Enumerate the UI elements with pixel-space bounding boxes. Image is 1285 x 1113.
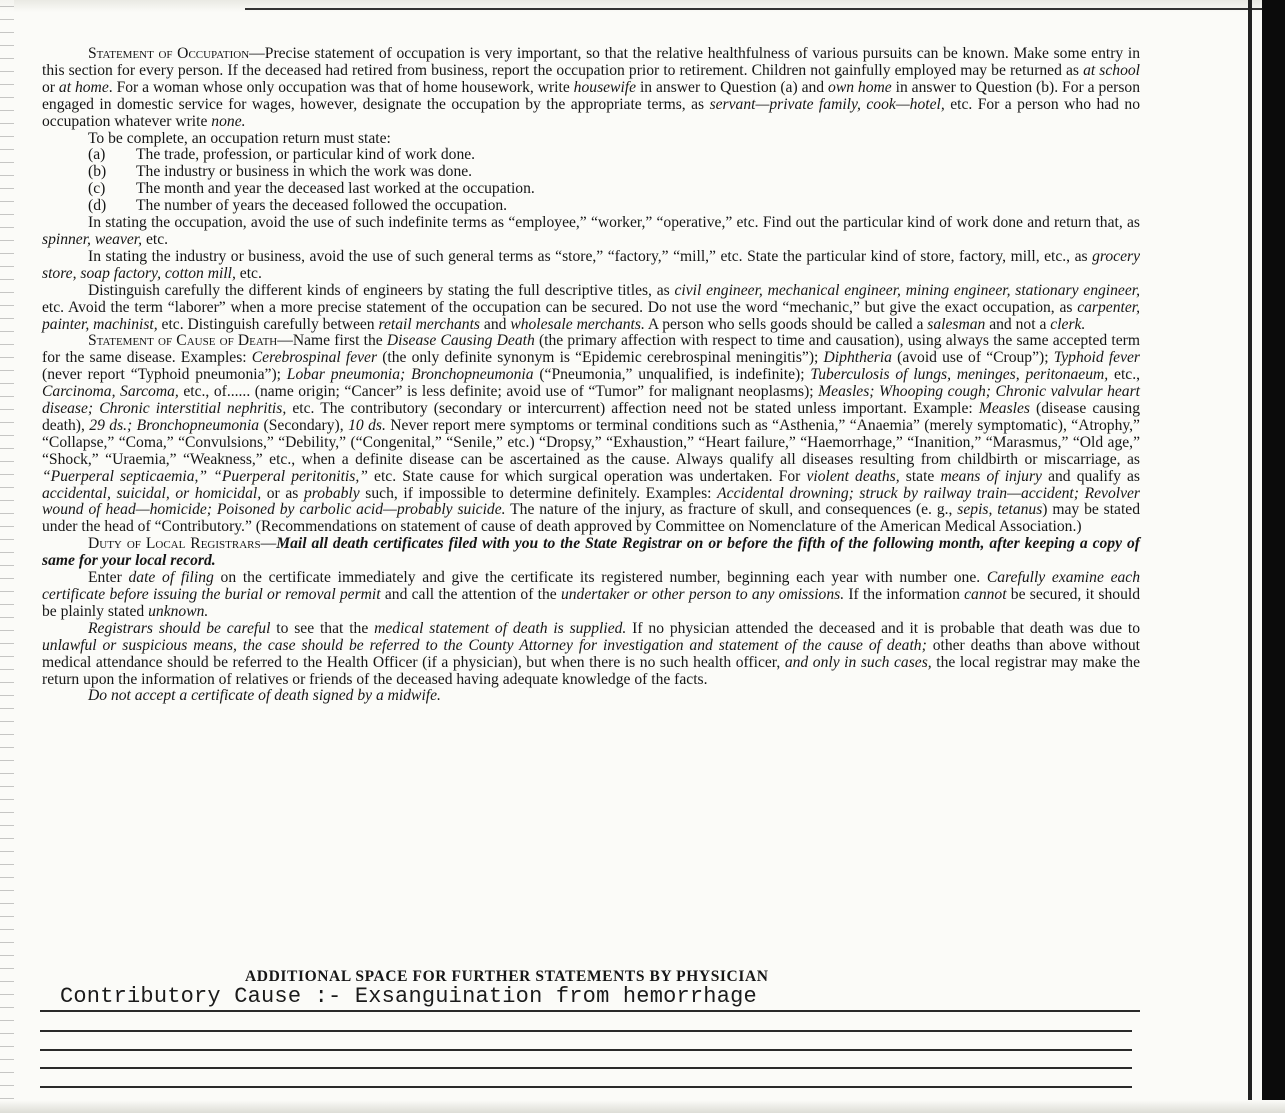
entry-line bbox=[40, 1010, 1140, 1012]
entry-line bbox=[40, 1049, 1132, 1051]
list-item: (c) The month and year the deceased last worked at the occupation. bbox=[88, 180, 535, 198]
complete-intro: To be complete, an occupation return must state: bbox=[88, 129, 391, 147]
scan-right-edge bbox=[1262, 0, 1285, 1113]
duty-registrars-paragraph: Duty of Local Registrars—Mail all death certificates filed with you to the State Registrar on or before the fifth of the following month, after keeping a copy of same for your local record. bbox=[42, 535, 1140, 570]
additional-space-title: ADDITIONAL SPACE FOR FURTHER STATEMENTS BY PHYSICIAN bbox=[245, 968, 769, 985]
instructions-body bbox=[42, 46, 1140, 705]
occupation-requirements-list bbox=[42, 147, 1140, 215]
contributory-cause-entry: Contributory Cause :- Exsanguination from hemorrhage bbox=[60, 984, 757, 1009]
cause-of-death-heading: Statement of Cause of Death bbox=[88, 332, 278, 350]
engineers-paragraph: Distinguish carefully the different kinds of engineers by stating the full descriptive titles, as civil engineer, mechanical engineer, mining engineer, stationary engineer, etc. Avoid the term “laborer” when a more precise statement of the occupation can be secured. Do not use the word “mechanic,” but give the exact occupation, as carpenter, painter, machinist, etc. Distinguish carefully between retail merchants and wholesale merchants. A person who sells goods should be called a salesman and not a clerk. bbox=[42, 281, 1140, 333]
medical-statement-paragraph: Registrars should be careful to see that the medical statement of death is supplied. If no physician attended the deceased and it is probable that death was due to unlawful or suspicious means, the case should be referred to the County Attorney for investigation and statement of the cause of death; other deaths than above without medical attendance should be referred to the Health Officer (if a physician), but when there is no such health officer, and only in such cases, the local registrar may make the return upon the information of relatives or friends of the deceased having adequate knowledge of the facts. bbox=[42, 619, 1141, 688]
occupation-heading: Statement of Occupation bbox=[88, 45, 250, 62]
scan-top-edge bbox=[0, 0, 1285, 12]
list-item: (b) The industry or business in which the work was done. bbox=[88, 163, 473, 181]
occupation-paragraph: Statement of Occupation—Precise statement of occupation is very important, so that the relative healthfulness of various pursuits can be known. Make some entry in this section for every person. If the deceased had retired from business, report the occupation prior to retirement. Children not gainfully employed may be returned as at school or at home. For a woman whose only occupation was that of home housework, write housewife in answer to Question (a) and own home in answer to Question (b). For a person engaged in domestic service for wages, however, designate the occupation by the appropriate terms, as servant—private family, cook—hotel, etc. For a person who had no occupation whatever write none. bbox=[42, 45, 1141, 130]
date-of-filing-paragraph: Enter date of filing on the certificate immediately and give the certificate its registered number, beginning each year with number one. Carefully examine each certificate before issuing the burial or removal permit and call the attention of the undertaker or other person to any omissions. If the information cannot be secured, it should be plainly stated unknown. bbox=[42, 569, 1141, 620]
list-item: (d) The number of years the deceased followed the occupation. bbox=[88, 197, 508, 215]
duty-heading: Duty of Local Registrars bbox=[88, 535, 261, 553]
scan-bottom-edge bbox=[0, 1100, 1285, 1113]
midwife-note: Do not accept a certificate of death signed by a midwife. bbox=[88, 687, 441, 705]
scan-right-rule bbox=[1248, 0, 1252, 1113]
list-item: (a) The trade, profession, or particular kind of work done. bbox=[88, 146, 476, 164]
top-rule bbox=[245, 8, 1285, 10]
entry-line bbox=[40, 1086, 1132, 1088]
entry-line bbox=[40, 1030, 1132, 1032]
industry-paragraph: In stating the industry or business, avoid the use of such general terms as “store,” “factory,” “mill,” etc. State the particular kind of store, factory, mill, etc., as grocery store, soap factory, cotton mill, etc. bbox=[42, 247, 1140, 282]
entry-line bbox=[40, 1067, 1132, 1069]
cause-of-death-paragraph: Statement of Cause of Death—Name first the Disease Causing Death (the primary affection with respect to time and causation), using always the same accepted term for the same disease. Examples: Cerebrospinal fever (the only definite synonym is “Epidemic cerebrospinal meningitis”); Diphtheria (avoid use of “Croup”); Typhoid fever (never report “Typhoid pneumonia”); Lobar pneumonia; Bronchopneumonia (“Pneumonia,” unqualified, is indefinite); Tuberculosis of lungs, meninges, peritonaeum, etc., Carcinoma, Sarcoma, etc., of...... (name origin; “Cancer” is less definite; avoid use of “Tumor” for malignant neoplasms); Measles; Whooping cough; Chronic valvular heart disease; Chronic interstitial nephritis, etc. The contributory (secondary or intercurrent) affection need not be stated unless important. Example: Measles (disease causing death), 29 ds.; Bronchopneumonia (Secondary), 10 ds. Never report mere symptoms or terminal conditions such as “Asthenia,” “Anaemia” (merely symptomatic), “Atrophy,” “Collapse,” “Coma,” “Convulsions,” “Debility,” (“Congenital,” “Senile,” etc.) “Dropsy,” “Exhaustion,” “Heart failure,” “Haemorrhage,” “Inanition,” “Marasmus,” “Old age,” “Shock,” “Uraemia,” “Weakness,” etc., when a definite disease can be ascertained as the cause. Always qualify all diseases resulting from childbirth or miscarriage, as “Puerperal septicaemia,” “Puerperal peritonitis,” etc. State cause for which surgical operation was undertaken. For violent deaths, state means of injury and qualify as accidental, suicidal, or homicidal, or as probably such, if impossible to determine definitely. Examples: Accidental drowning; struck by railway train—accident; Revolver wound of head—homicide; Poisoned by carbolic acid—probably suicide. The nature of the injury, as fracture of skull, and consequences (e. g., sepis, tetanus) may be stated under the head of “Contributory.” (Recommendations on statement of cause of death approved by Committee on Nomenclature of the American Medical Association.) bbox=[42, 332, 1141, 536]
occupation-indefinite-terms: In stating the occupation, avoid the use of such indefinite terms as “employee,” “worker,” “operative,” etc. Find out the particular kind of work done and return that, as spinner, weaver, etc. bbox=[42, 214, 1140, 248]
scan-left-edge bbox=[0, 0, 14, 1113]
